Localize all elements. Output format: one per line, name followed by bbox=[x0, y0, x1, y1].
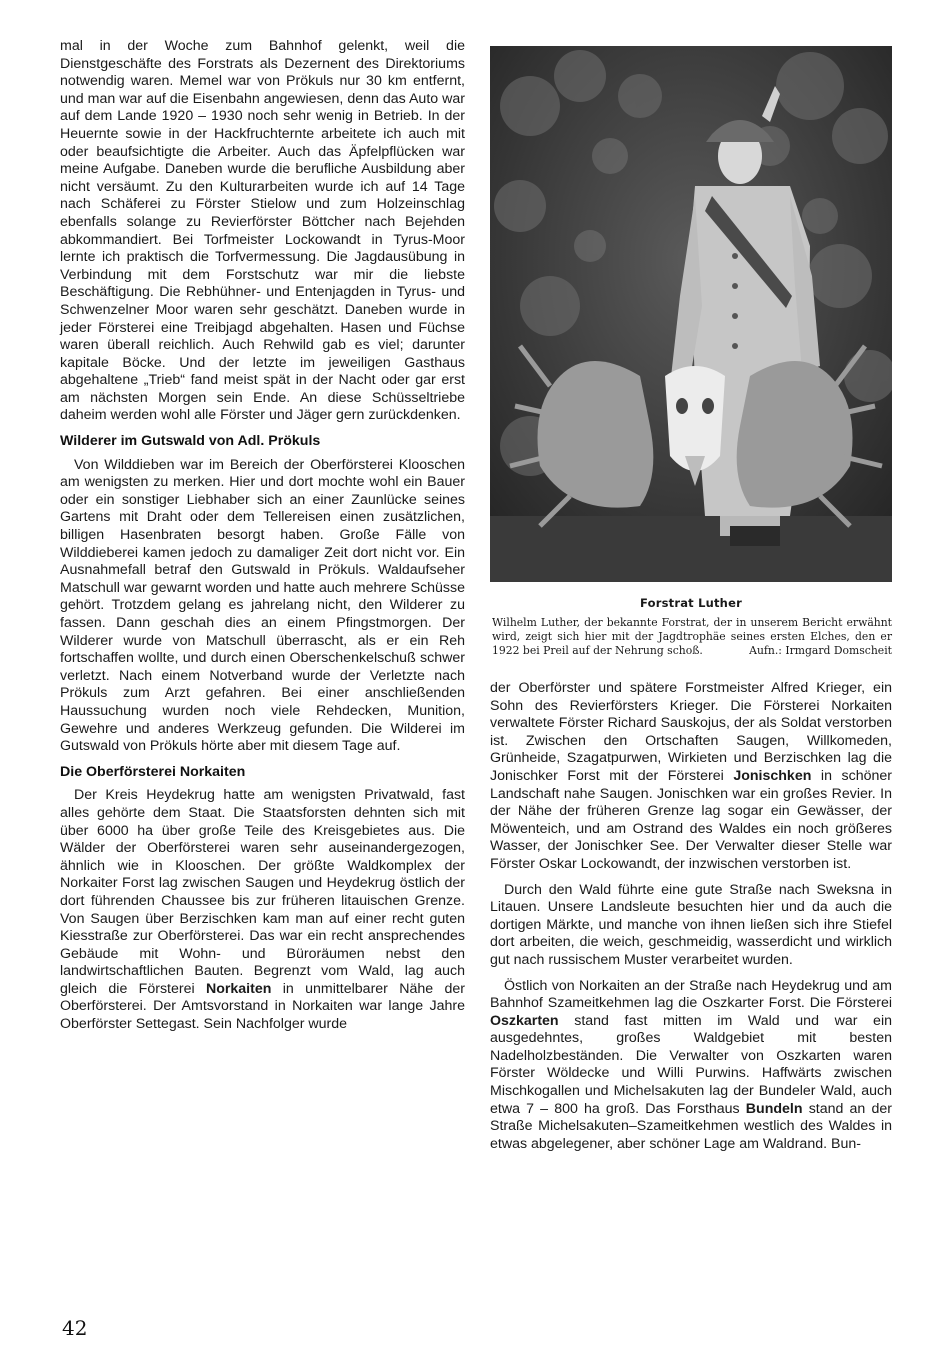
right-column bbox=[490, 38, 892, 1153]
caption-title: Forstrat Luther bbox=[640, 596, 742, 610]
photo-forstrat-luther bbox=[490, 46, 892, 582]
photo-illustration bbox=[490, 46, 892, 582]
text-run: der Oberförster und spätere Forstmeister Alfred Krieger, ein Sohn des Revierförsters Krieger. Die Försterei Norkaiten verwaltete Förster Richard Sauskojus, der als Soldat verstorben ist. Zwischen den Ortschaften Saugen, Willkomeden, Grünheide, Szagatpurwen, Wirkieten und Berzischken lag die Jonischker Forst mit der Försterei bbox=[490, 680, 892, 784]
paragraph-norkaiten bbox=[60, 787, 465, 1033]
text-run: in unmittelbarer Nähe der Oberförsterei. Der Amtsvorstand in Norkaiten war lange Jahre Oberförster Settegast. Sein Nachfolger wurde bbox=[60, 980, 465, 1033]
caption-credit: Aufn.: Irmgard Domscheit bbox=[749, 644, 892, 657]
place-name-bold: Oszkarten bbox=[490, 1012, 559, 1029]
paragraph-poacher: Von Wilddieben war im Bereich der Oberförsterei Klooschen am wenigsten zu merken. Hier und dort mochte wohl ein Bauer oder ein sonstiger Liebhaber sich an einer Zaunlücke seines Gartens mit Draht oder dem Tellereisen einen zusätzlichen, billigen Hasenbraten besorgt haben. Große Fälle von Wilddieberei kamen jedoch zu damaliger Zeit dort nicht vor. Ein Ausnahmefall betraf den Gutswald in Prökuls. Waldaufseher Matschull war gewarnt worden und hatte auch mehrere Schüsse gehört. Trotzdem gelang es jahrelang nicht, den Wilderer zu fassen. Dann geschah dies an einem Pfingstmorgen. Der Wilderer wurde von Matschull überrascht, als er ein Reh fortschaffen wollte, und durch einen Oberschenkelschuß schwer verletzt. Nach einem Notverband wurde der Verletzte nach Prökuls zum Arzt gefahren. Bei einer anschließenden Haussuchung wurden noch viele Rehdecken, Munition, Gewehre und anderes Werkzeug gefunden. Die Wilderei im Gutswald von Prökuls hörte aber mit diesem Tage auf. bbox=[60, 456, 465, 755]
heading-norkaiten: Die Oberförsterei Norkaiten bbox=[60, 763, 246, 780]
text-run: Der Kreis Heydekrug hatte am wenigsten Privatwald, fast alles gehörte dem Staat. Die Staatsforsten dehnten sich mit über 6000 ha über große Teile des Kreisgebietes aus. Die Wälder der Oberförsterei waren sehr auseinandergezogen, ähnlich wie in Klooschen. Der größte Waldkomplex der Norkaiter Forst lag zwischen Saugen und Heydekrug östlich der dort führenden Chaussee bis zur früheren litauischen Grenze. Von Saugen über Berzischken kam man auf einer recht guten Kiesstraße zur Oberförsterei. Das war ein recht ansprechendes Gebäude mit Wohn- und Büroräumen nebst den landwirtschaftlichen Bauten. Begrenzt vom Wald, lag auch gleich die Försterei bbox=[60, 787, 465, 997]
paragraph-gap bbox=[490, 970, 892, 978]
place-name-bold: Norkaiten bbox=[205, 980, 272, 997]
page-number: 42 bbox=[62, 1316, 88, 1340]
text-run: in schöner Landschaft nahe Saugen. Jonischken war ein großes Revier. In der Nähe der früheren Grenze lag sogar ein Gewässer, der Möwenteich, und am Ostrand des Waldes ein noch größeres Wasser, der Jonischker See. Der Verwalter dieser Stelle war Förster Oskar Lockowandt, der inzwischen verstorben ist. bbox=[490, 767, 893, 872]
text-run: stand fast mitten im Wald und war ein ausgedehntes, großes Waldgebiet mit besten Nadelholzbeständen. Die Verwalter von Oszkarten waren Förster Wöldecke und Willi Purwins. Haffwärts zwischen Mischkogallen und Michelsakuten lag der Bundeler Wald, auch etwa 7 – 800 ha groß. Das Forsthaus bbox=[490, 1012, 892, 1117]
paragraph-krieger bbox=[490, 680, 892, 874]
place-name-bold: Jonischken bbox=[733, 767, 812, 784]
caption-body bbox=[492, 616, 892, 658]
text-run: Östlich von Norkaiten an der Straße nach Heydekrug und am Bahnhof Szameitkehmen lag die Oszkarter Forst. Die Försterei bbox=[490, 977, 892, 1012]
paragraph-gap bbox=[490, 874, 892, 882]
paragraph-sweksna: Durch den Wald führte eine gute Straße nach Sweksna in Litauen. Unsere Landsleute besuchten hier und da auch die dortigen Märkte, und manche von ihnen ließen sich ihre Stiefel dort arbeiten, die weich, geschmeidig, wasserdicht und wirklich gut nach russischem Muster verarbeitet wurden. bbox=[490, 881, 892, 968]
place-name-bold: Bundeln bbox=[745, 1100, 803, 1117]
left-column bbox=[60, 38, 465, 1034]
text-run: stand an der Straße Michelsakuten–Szameitkehmen westlich des Waldes in etwas abgelegener, aber schöner Lage am Waldrand. Bun- bbox=[490, 1100, 892, 1152]
paragraph-oszkarten bbox=[490, 978, 892, 1154]
paragraph-forestry-training: mal in der Woche zum Bahnhof gelenkt, weil die Dienstgeschäfte des Forstrats als Dezernent des Direktoriums notwendig waren. Memel war von Prökuls nur 30 km entfernt, und man war auf die Eisenbahn angewiesen, denn das Auto war auf dem Lande 1920 – 1930 noch sehr wenig in Betrieb. In der Heuernte sowie in der Hackfruchternte arbeitete ich auch mit oder beaufsichtigte die Arbeiter. Auch das Äpfelpflücken war meine Aufgabe. Daneben wurde die berufliche Ausbildung aber nicht versäumt. Zu den Kulturarbeiten wurde ich auf 14 Tage nach Schäferei zu Förster Stielow und zum Holzeinschlag ebenfalls solange zu Revierförster Böttcher nach Bejehden abkommandiert. Bei Torfmeister Lockowandt in Tyrus-Moor lernte ich praktisch die Torfvermessung. Die Jagdausübung in Verbindung mit dem Forstschutz war mir die liebste Beschäftigung. Die Rebhühner- und Entenjagden in Tyrus- und Schwenzelner Moor waren sehr geschätzt. Daneben wurde in jeder Försterei eine Treibjagd abgehalten. Hasen und Füchse waren überall reichlich. Auch Rehwild gab es viel; darunter kapitale Böcke. Und der letzte im jeweiligen Gasthaus abgehaltene „Trieb“ fand meist spät in der Nacht oder gar erst am nächsten Morgen sein Ende. An diese Schüsseltriebe daheim werden wohl alle Förster und Jäger gern zurückdenken. bbox=[60, 38, 465, 424]
heading-poacher: Wilderer im Gutswald von Adl. Prökuls bbox=[60, 433, 321, 450]
right-column-text bbox=[490, 680, 892, 1153]
caption-text: Wilhelm Luther, der bekannte Forstrat, der in unserem Bericht erwähnt wird, zeigt sich hier mit der Jagdtrophäe seines ersten Elches, den er 1922 bei Preil auf der Nehrung schoß. bbox=[492, 616, 892, 657]
